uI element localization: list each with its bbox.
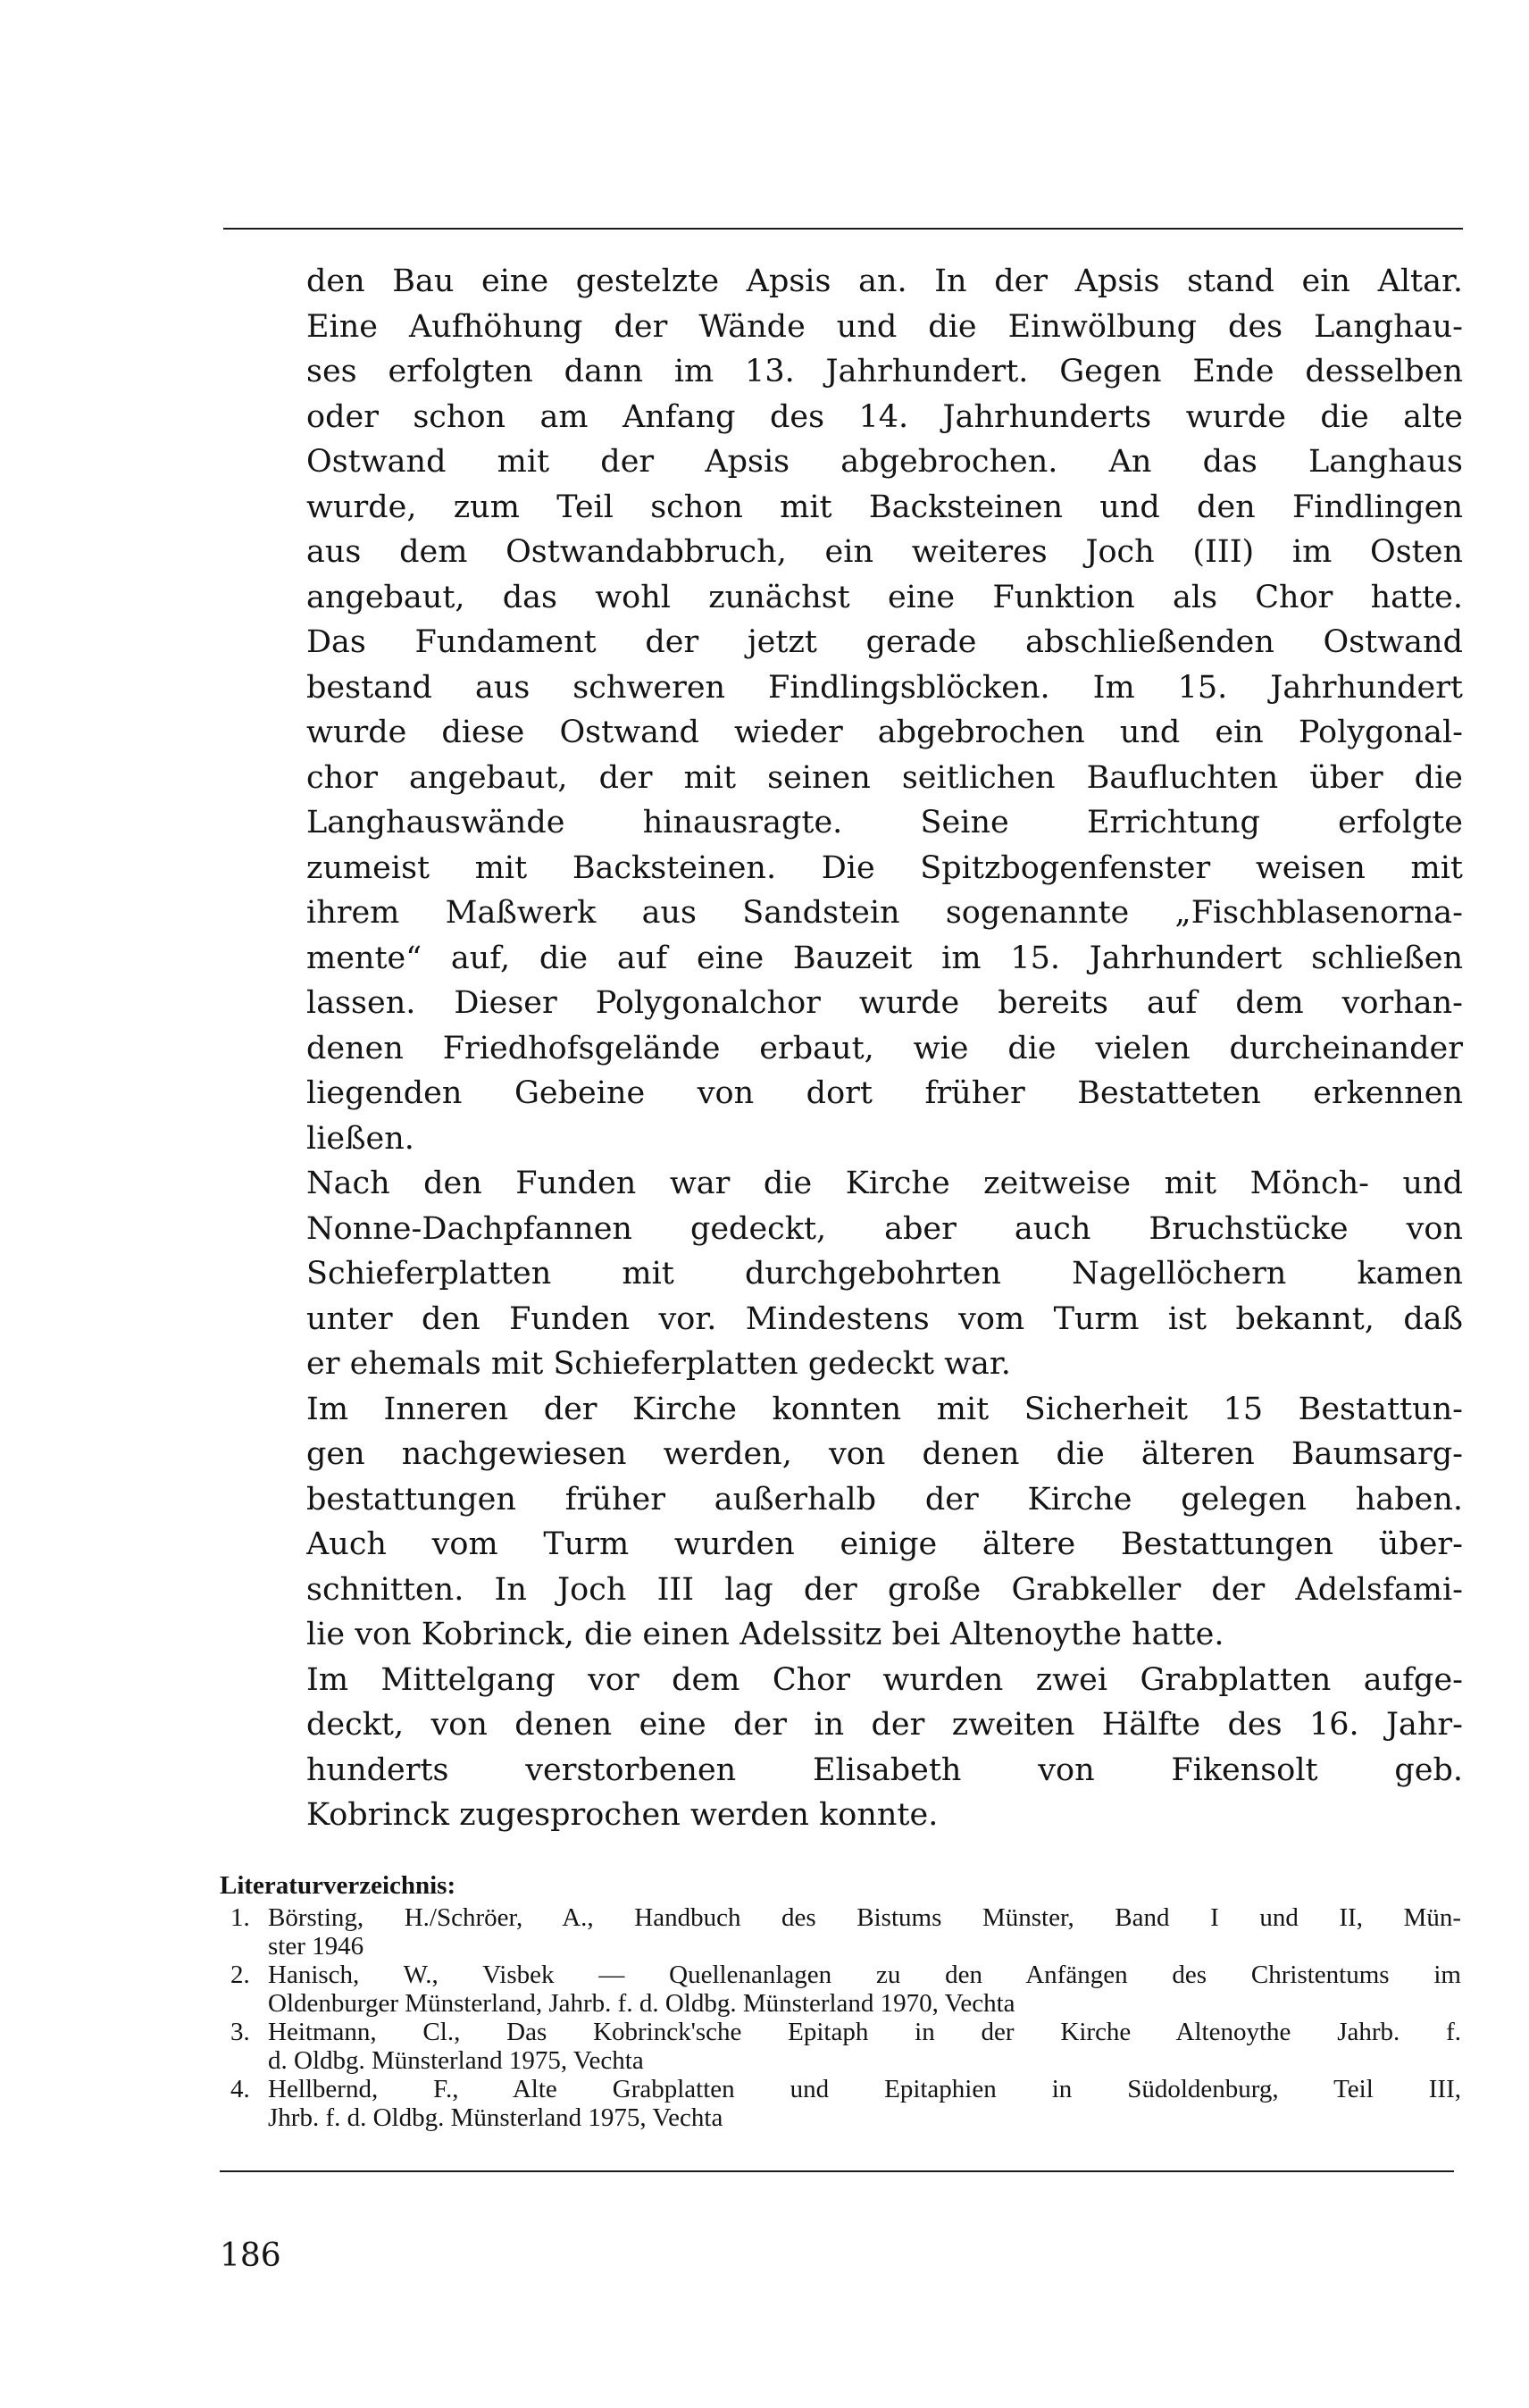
top-rule <box>223 228 1463 230</box>
body-line: wurde diese Ostwand wieder abgebrochen und ein Polygonal- <box>306 715 1463 750</box>
page-number: 186 <box>220 2237 281 2274</box>
reference-number: 1. <box>230 1903 250 1932</box>
reference-item <box>220 2074 1461 2131</box>
body-line: Nonne-Dachpfannen gedeckt, aber auch Bruchstücke von <box>306 1210 1463 1247</box>
body-line: er ehemals mit Schieferplatten gedeckt war. <box>306 1346 1011 1382</box>
reference-item <box>220 1960 1461 2017</box>
bibliography <box>220 1870 1461 2131</box>
body-line: wurde, zum Teil schon mit Backsteinen und den Findlingen <box>306 489 1463 525</box>
body-line: lie von Kobrinck, die einen Adelssitz bei Altenoythe hatte. <box>306 1617 1224 1652</box>
body-line: schnitten. In Joch III lag der große Grabkeller der Adelsfami- <box>306 1571 1463 1608</box>
body-line: mente“ auf, die auf eine Bauzeit im 15. Jahrhundert schließen <box>306 940 1463 976</box>
reference-line: Jhrb. f. d. Oldbg. Münsterland 1975, Vechta <box>268 2104 723 2131</box>
body-line: zumeist mit Backsteinen. Die Spitzbogenfenster weisen mit <box>306 849 1463 886</box>
body-line: ihrem Maßwerk aus Sandstein sogenannte „Fischblasenorna- <box>306 895 1463 931</box>
body-line: Im Inneren der Kirche konnten mit Sicherheit 15 Bestattun- <box>306 1391 1463 1427</box>
reference-number: 4. <box>230 2075 250 2103</box>
body-line: chor angebaut, der mit seinen seitlichen Baufluchten über die <box>306 759 1463 796</box>
body-line: aus dem Ostwandabbruch, ein weiteres Joch (III) im Osten <box>306 534 1463 570</box>
reference-item <box>220 2017 1461 2074</box>
reference-line: Oldenburger Münsterland, Jahrb. f. d. Oldbg. Münsterland 1970, Vechta <box>268 1990 1015 2017</box>
body-line: oder schon am Anfang des 14. Jahrhunderts wurde die alte <box>306 398 1463 435</box>
body-line: Schieferplatten mit durchgebohrten Nagellöchern kamen <box>306 1256 1463 1292</box>
body-line: gen nachgewiesen werden, von denen die älteren Baumsarg- <box>306 1436 1463 1472</box>
body-line: Nach den Funden war die Kirche zeitweise mit Mönch- und <box>306 1166 1463 1201</box>
body-line: Ostwand mit der Apsis abgebrochen. An das Langhaus <box>306 444 1463 480</box>
reference-line: Heitmann, Cl., Das Kobrinck'sche Epitaph in der Kirche Altenoythe Jahrb. f. <box>268 2018 1461 2046</box>
body-line: Eine Aufhöhung der Wände und die Einwölbung des Langhau- <box>306 308 1463 345</box>
reference-number: 3. <box>230 2018 250 2046</box>
reference-line: d. Oldbg. Münsterland 1975, Vechta <box>268 2047 644 2074</box>
bottom-rule <box>220 2170 1454 2172</box>
body-line: hunderts verstorbenen Elisabeth von Fikensolt geb. <box>306 1752 1463 1788</box>
body-line: Langhauswände hinausragte. Seine Errichtung erfolgte <box>306 805 1463 840</box>
body-line: angebaut, das wohl zunächst eine Funktion als Chor hatte. <box>306 579 1463 615</box>
reference-line: Börsting, H./Schröer, A., Handbuch des Bistums Münster, Band I und II, Mün- <box>268 1903 1461 1932</box>
body-line: denen Friedhofsgelände erbaut, wie die vielen durcheinander <box>306 1030 1463 1066</box>
reference-line: ster 1946 <box>268 1933 364 1960</box>
body-line: deckt, von denen eine der in der zweiten Hälfte des 16. Jahr- <box>306 1707 1463 1743</box>
body-line: ses erfolgten dann im 13. Jahrhundert. Gegen Ende desselben <box>306 354 1463 389</box>
bibliography-heading: Literaturverzeichnis: <box>220 1871 456 1900</box>
body-line: Auch vom Turm wurden einige ältere Bestattungen über- <box>306 1526 1463 1562</box>
reference-line: Hanisch, W., Visbek — Quellenanlagen zu den Anfängen des Christentums im <box>268 1961 1461 1989</box>
reference-line: Hellbernd, F., Alte Grabplatten und Epitaphien in Südoldenburg, Teil III, <box>268 2075 1461 2103</box>
body-line: liegenden Gebeine von dort früher Bestatteten erkennen <box>306 1075 1463 1111</box>
body-line: bestand aus schweren Findlingsblöcken. Im 15. Jahrhundert <box>306 669 1463 706</box>
reference-number: 2. <box>230 1961 250 1989</box>
body-text <box>306 259 1463 1838</box>
body-line: Kobrinck zugesprochen werden konnte. <box>306 1797 939 1833</box>
body-line: Das Fundament der jetzt gerade abschließenden Ostwand <box>306 624 1463 660</box>
body-line: bestattungen früher außerhalb der Kirche gelegen haben. <box>306 1481 1463 1518</box>
body-line: unter den Funden vor. Mindestens vom Turm ist bekannt, daß <box>306 1300 1463 1337</box>
body-line: ließen. <box>306 1120 414 1157</box>
reference-item <box>220 1902 1461 1960</box>
body-line: den Bau eine gestelzte Apsis an. In der Apsis stand ein Altar. <box>306 263 1463 299</box>
body-line: Im Mittelgang vor dem Chor wurden zwei Grabplatten aufge- <box>306 1661 1463 1698</box>
body-line: lassen. Dieser Polygonalchor wurde bereits auf dem vorhan- <box>306 985 1463 1021</box>
